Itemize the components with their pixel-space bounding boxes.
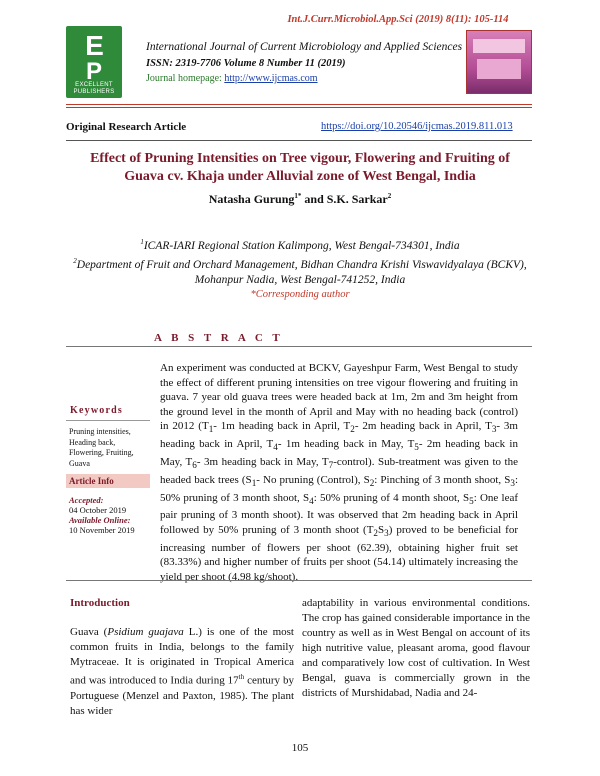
accepted-date: 04 October 2019 — [69, 505, 127, 515]
article-type: Original Research Article — [66, 121, 187, 133]
logo-letter-e: E — [85, 30, 103, 61]
abstract-bottom-rule — [66, 580, 532, 581]
homepage-link[interactable]: http://www.ijcmas.com — [224, 73, 318, 84]
article-info-heading: Article Info — [69, 476, 114, 486]
journal-homepage — [146, 73, 318, 84]
keywords-list: Pruning intensities, Heading back, Flowering, Fruiting, Guava — [69, 427, 134, 468]
journal-title: International Journal of Current Microbiology and Applied Sciences — [146, 41, 463, 53]
cover-band-lower — [477, 59, 521, 79]
body-column-left — [70, 596, 294, 719]
available-date: 10 November 2019 — [69, 525, 135, 535]
cover-band — [473, 39, 525, 53]
doi-link[interactable]: https://doi.org/10.20546/ijcmas.2019.811.013 — [321, 121, 513, 132]
journal-cover-image — [466, 30, 532, 94]
abstract-heading: A B S T R A C T — [154, 332, 284, 344]
issn-line: ISSN: 2319-7706 Volume 8 Number 11 (2019) — [146, 58, 346, 69]
accepted-label: Accepted: — [69, 495, 104, 505]
header-rule-thin — [66, 107, 532, 108]
available-label: Available Online: — [69, 515, 131, 525]
publisher-logo — [66, 26, 122, 98]
body-text-left: Guava (Psidium guajava L.) is one of the most common fruits in India, belongs to the family Mytraceae. It is originated in Tropical America and was introduced to India during 17th century by Portuguese (Menzel and Paxton, 1985). The plant has wider — [70, 626, 295, 717]
page-number: 105 — [291, 742, 309, 754]
authors: Natasha Gurung$^{1*}$ and S.K. Sarkar$^2$ — [208, 192, 392, 206]
logo-publisher-text: EXCELLENT PUBLISHERS — [73, 82, 115, 95]
affiliation-1: $^1$ICAR-IARI Regional Station Kalimpong, West Bengal-734301, India — [140, 238, 460, 252]
article-dates — [69, 495, 151, 535]
affiliations — [70, 235, 530, 288]
homepage-label: Journal homepage: — [146, 73, 225, 84]
corresponding-author: *Corresponding author — [250, 289, 350, 300]
keywords-heading: Keywords — [70, 405, 123, 416]
introduction-heading: Introduction — [70, 597, 130, 609]
article-title: Effect of Pruning Intensities on Tree vigour, Flowering and Fruiting of Guava cv. Khaja under Alluvial zone of West Bengal, India — [90, 151, 510, 184]
type-rule — [66, 140, 532, 141]
abstract-text: An experiment was conducted at BCKV, Gayeshpur Farm, West Bengal to study the effect of different pruning intensities on tree vigour flowering and fruiting in guava. 7 year old guava trees were headed back at 1m, 2m and 3m height from the ground level in the month of April and May with no heading back (control) in 2012 ($T_1-$ 1m heading back in April, $T_2-$ 2m heading back in April, $T_3-$ 3m heading back in April, $T_4-$ 1m heading back in May, $T_5-$ 2m heading back in May, $T_6-$ 3m heading back in May, $T_7-control$). Sub-treatment was given to the headed back trees ($S_1-$ No pruning (Control), $S_2$: Pinching of 3 month shoot, $S_3$: 50% pruning of 3 month shoot, $S_4$: 50% pruning of 4 month shoot, $S_5$: One leaf pair pruning of 3 month shoot). It was observed that 2m heading back in April followed by 50% pruning of 3 month shoot $(T_2S_3)$ proved to be beneficial for increasing number of flowers per shoot (62.39), obtaining higher fruit set (83.33%) and higher number of fruits per shoot (54.14) ultimately increasing the yield per shoot (4.98 kg/shoot). — [160, 362, 518, 583]
keywords-rule — [66, 420, 150, 421]
affiliation-2: $^2$Department of Fruit and Orchard Management, Bidhan Chandra Krishi Viswavidyalaya (BCKV), Mohanpur Nadia, West Bengal-741252, India — [73, 256, 527, 286]
abstract-rule — [66, 346, 532, 347]
header-rule — [66, 104, 532, 105]
journal-reference: Int.J.Curr.Microbiol.App.Sci (2019) 8(11): 105-114 — [287, 14, 509, 25]
body-column-right: adaptability in various environmental conditions. The crop has gained considerable importance in the country as well as in West Bengal on account of its high nutritive value, pleasant aroma, good flavour and comparatively low cost of cultivation. In West Bengal, guava is commercially grown in the districts of Murshidabad, Nadia and 24- — [302, 597, 530, 699]
logo-letter-p: P — [85, 58, 102, 85]
